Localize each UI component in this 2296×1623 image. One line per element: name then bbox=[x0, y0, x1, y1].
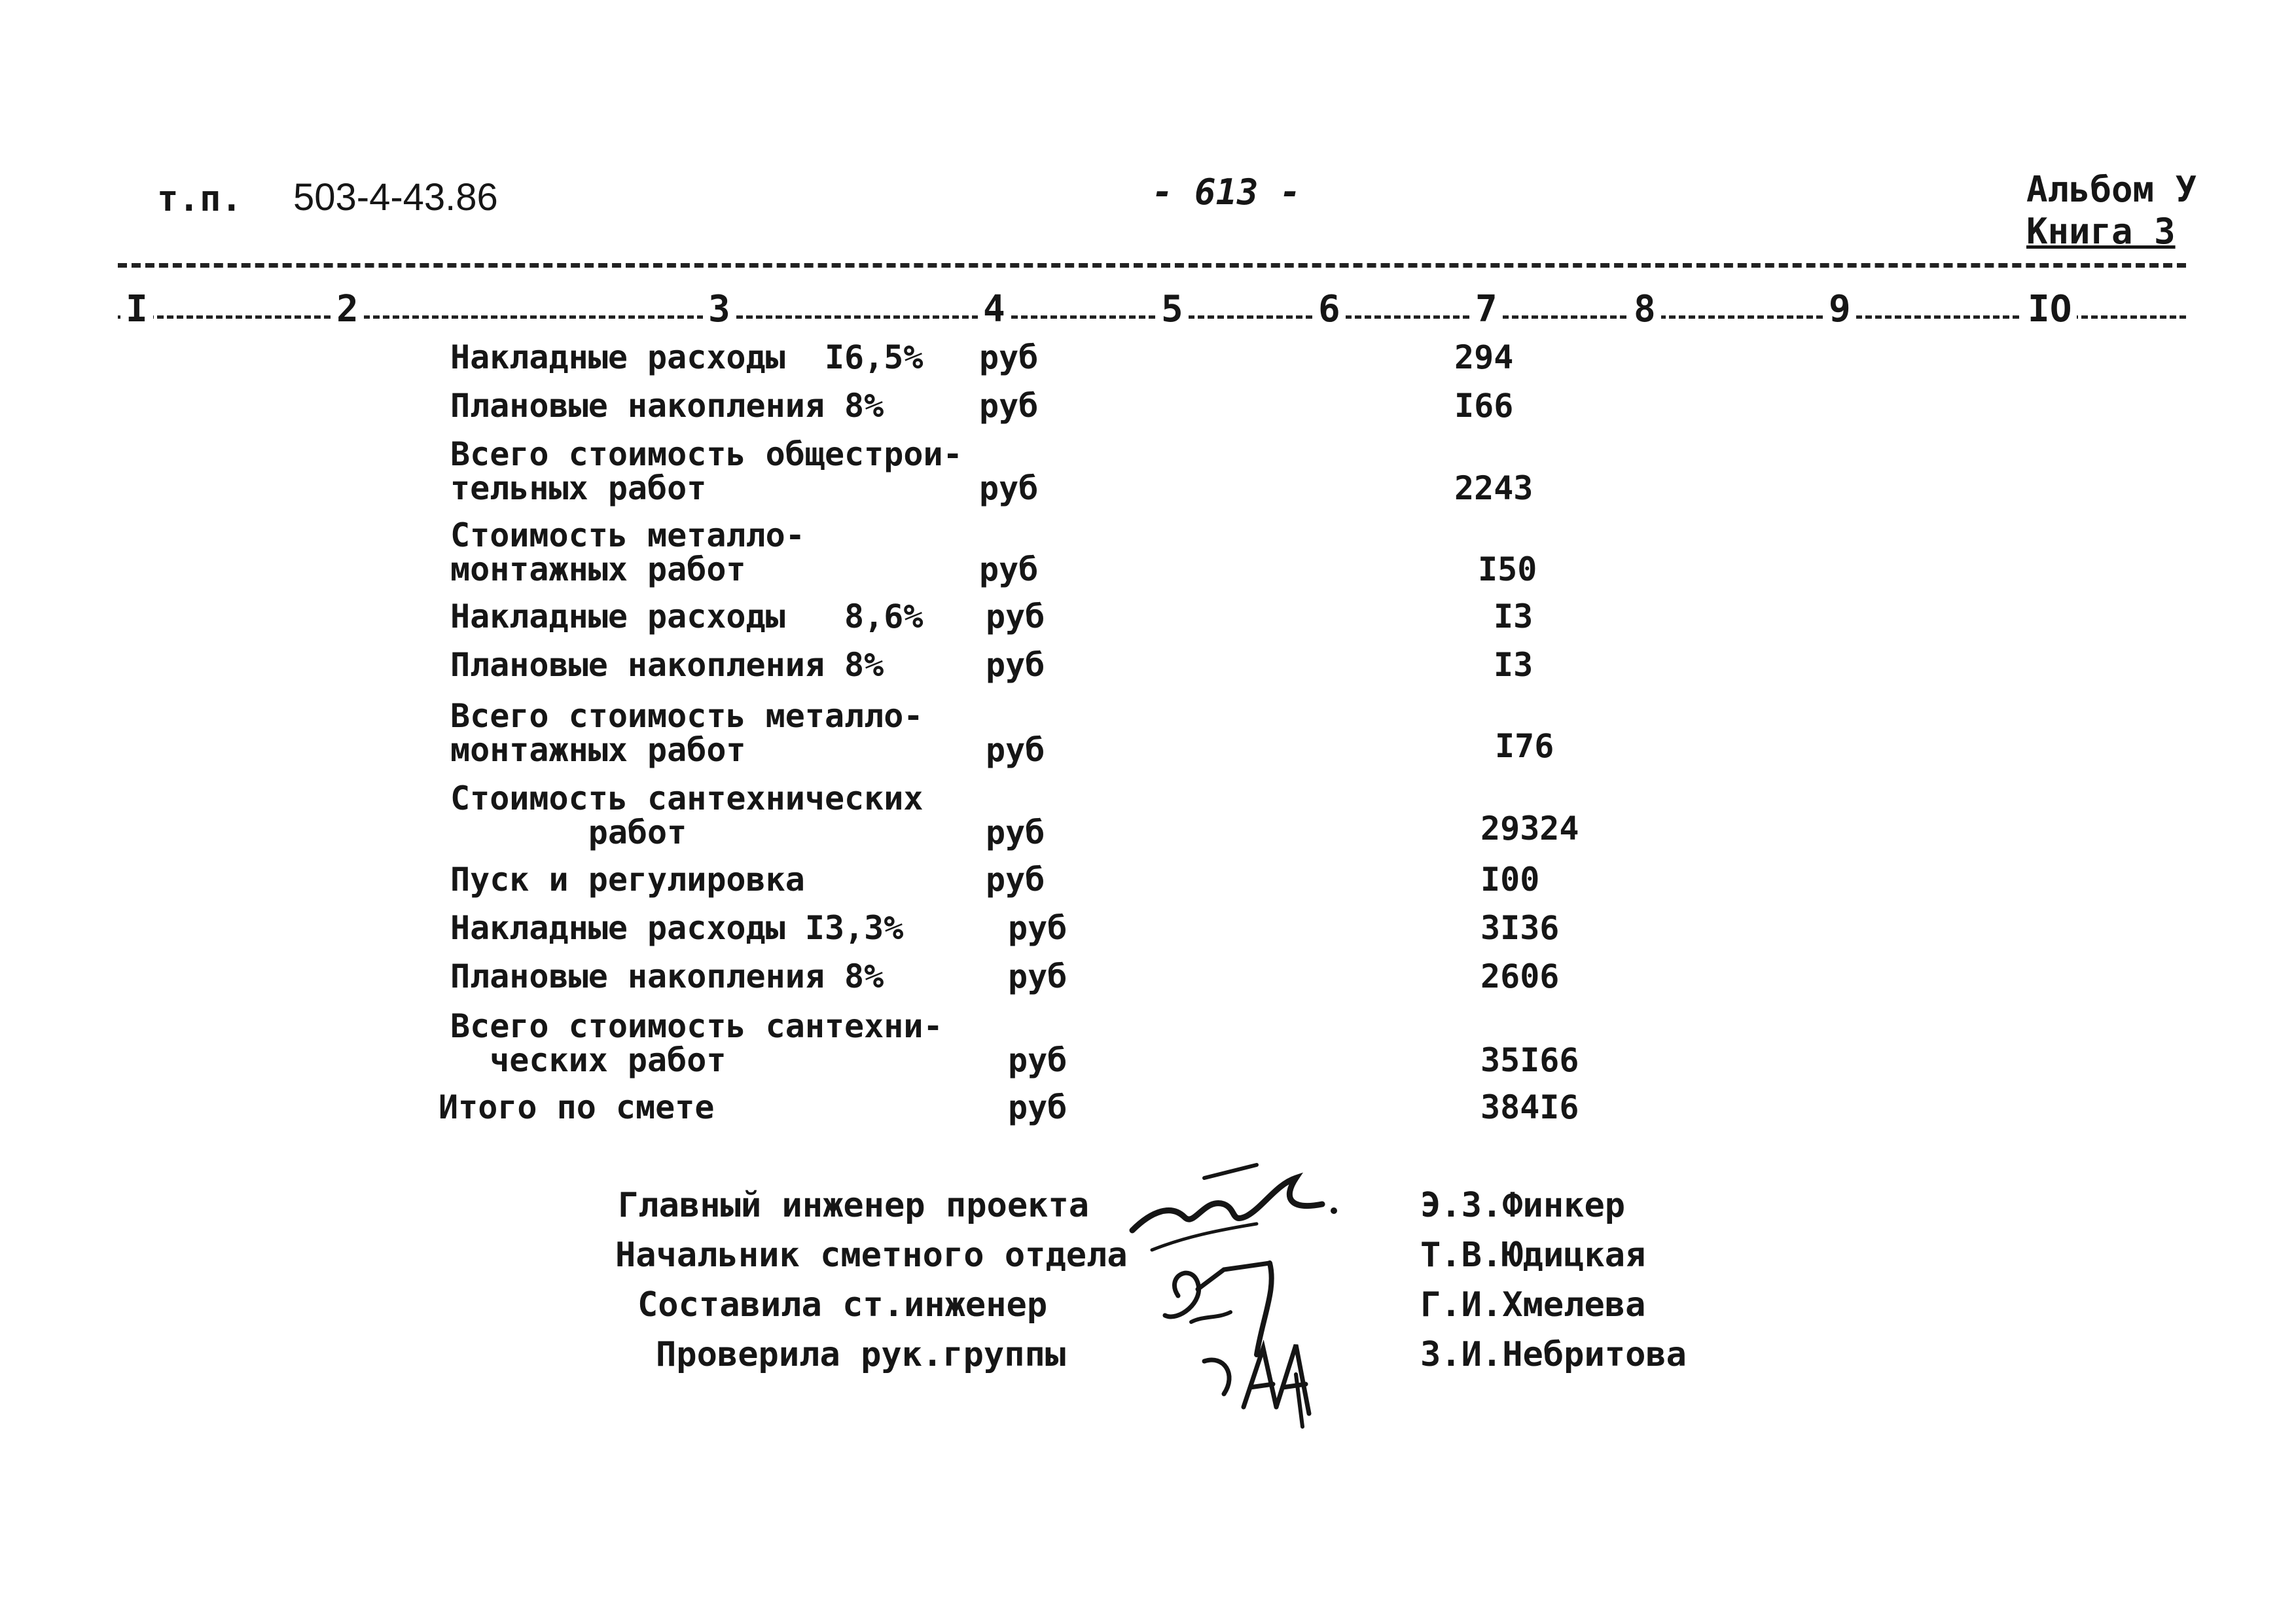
page-number: - 613 - bbox=[1152, 171, 1301, 213]
row-value: 29324 bbox=[1480, 810, 1579, 847]
row-description: Плановые накопления 8% bbox=[450, 387, 884, 425]
row-value: I50 bbox=[1478, 550, 1537, 588]
row-unit: руб bbox=[979, 550, 1039, 588]
column-number: 8 bbox=[1628, 288, 1661, 330]
signature-name: З.И.Небритова bbox=[1420, 1335, 1687, 1374]
signature-scribble-reviewer bbox=[1198, 1335, 1329, 1433]
series-prefix: т.п. bbox=[157, 178, 243, 219]
row-unit: руб bbox=[986, 646, 1045, 684]
row-description: Накладные расходы I6,5% bbox=[450, 338, 924, 376]
album-label: Альбом У bbox=[2026, 169, 2197, 210]
column-number: I bbox=[120, 288, 153, 330]
row-value: I66 bbox=[1454, 387, 1514, 425]
row-unit: руб bbox=[1008, 1088, 1067, 1126]
column-number: 4 bbox=[978, 288, 1011, 330]
column-number-divider bbox=[118, 315, 2186, 319]
signature-name: Т.В.Юдицкая bbox=[1420, 1236, 1646, 1275]
column-number: IO bbox=[2022, 288, 2077, 330]
row-value: 2243 bbox=[1454, 469, 1534, 507]
row-unit: руб bbox=[986, 731, 1045, 769]
row-description: Стоимость сантехнических работ bbox=[450, 779, 924, 851]
row-description: Всего стоимость общестрои- тельных работ bbox=[450, 435, 963, 507]
row-description: Всего стоимость сантехни- ческих работ bbox=[450, 1007, 943, 1079]
row-value: 2606 bbox=[1480, 957, 1560, 995]
row-unit: руб bbox=[986, 861, 1045, 899]
row-description: Пуск и регулировка bbox=[450, 861, 805, 899]
row-description: Плановые накопления 8% bbox=[450, 957, 884, 995]
row-description: Накладные расходы 8,6% bbox=[450, 597, 924, 635]
signature-title: Проверила рук.группы bbox=[656, 1335, 1066, 1374]
row-value: 294 bbox=[1454, 338, 1514, 376]
row-unit: руб bbox=[979, 387, 1039, 425]
row-unit: руб bbox=[1008, 909, 1067, 947]
row-unit: руб bbox=[986, 597, 1045, 635]
row-value: I3 bbox=[1494, 597, 1534, 635]
row-description: Итого по смете bbox=[439, 1088, 715, 1126]
row-value: I3 bbox=[1494, 646, 1534, 684]
row-description: Стоимость металло- монтажных работ bbox=[450, 516, 805, 588]
row-unit: руб bbox=[979, 338, 1039, 376]
row-value: 384I6 bbox=[1480, 1088, 1579, 1126]
signature-scribble-chief-engineer bbox=[1126, 1158, 1348, 1263]
row-value: I76 bbox=[1495, 727, 1554, 765]
column-number: 7 bbox=[1470, 288, 1503, 330]
column-number: 2 bbox=[331, 288, 364, 330]
row-value: 3I36 bbox=[1480, 909, 1560, 947]
row-unit: руб bbox=[986, 813, 1045, 851]
row-unit: руб bbox=[1008, 1041, 1067, 1079]
column-number: 3 bbox=[703, 288, 736, 330]
signature-title: Составила ст.инженер bbox=[637, 1285, 1048, 1325]
column-number: 5 bbox=[1156, 288, 1189, 330]
row-description: Всего стоимость металло- монтажных работ bbox=[450, 697, 924, 769]
header-divider bbox=[118, 263, 2186, 268]
signature-name: Г.И.Хмелева bbox=[1420, 1285, 1646, 1325]
signature-title: Главный инженер проекта bbox=[618, 1186, 1090, 1225]
row-value: 35I66 bbox=[1480, 1041, 1579, 1079]
row-unit: руб bbox=[1008, 957, 1067, 995]
book-label: Книга 3 bbox=[2026, 211, 2176, 252]
row-unit: руб bbox=[979, 469, 1039, 507]
column-number: 9 bbox=[1823, 288, 1856, 330]
row-value: I00 bbox=[1480, 861, 1540, 899]
signature-title: Начальник сметного отдела bbox=[615, 1236, 1128, 1275]
row-description: Накладные расходы I3,3% bbox=[450, 909, 904, 947]
project-code: 503-4-43.86 bbox=[293, 176, 498, 219]
column-number: 6 bbox=[1313, 288, 1346, 330]
row-description: Плановые накопления 8% bbox=[450, 646, 884, 684]
signature-name: Э.З.Финкер bbox=[1420, 1186, 1626, 1225]
